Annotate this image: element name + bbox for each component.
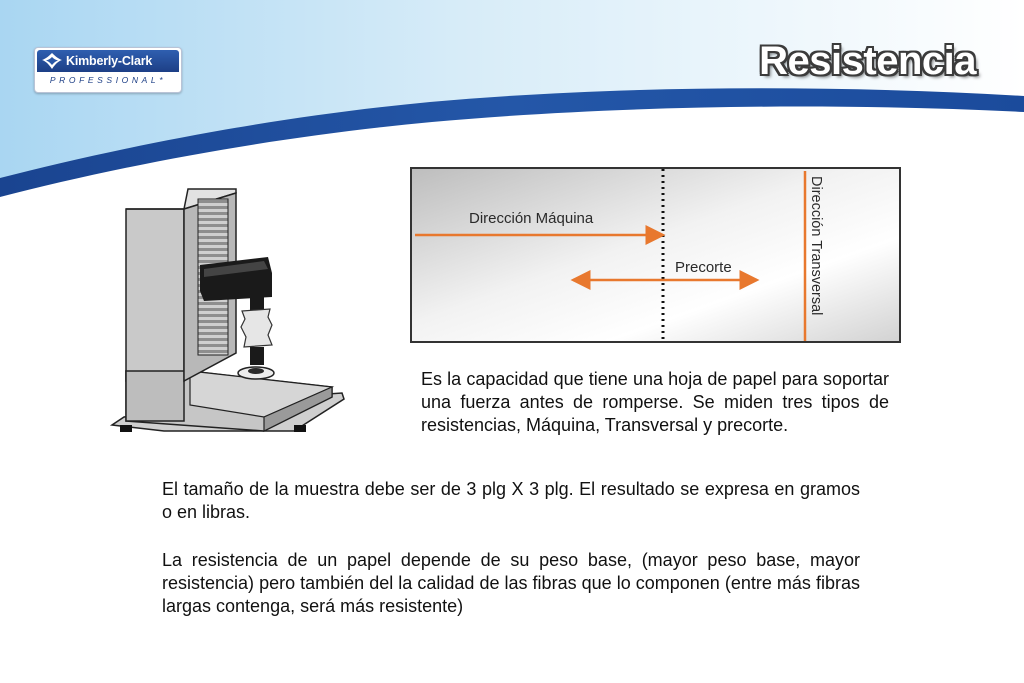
tensile-tester-machine-icon bbox=[104, 185, 364, 447]
precut-label: Precorte bbox=[675, 259, 732, 276]
logo-subtitle: PROFESSIONAL* bbox=[49, 75, 167, 85]
kimberly-clark-logo-icon bbox=[41, 51, 63, 71]
sample-size-paragraph: El tamaño de la muestra debe ser de 3 plg X 3 plg. El resultado se expresa en gramos o en libras. bbox=[162, 479, 860, 522]
logo-name: Kimberly-Clark bbox=[66, 54, 153, 68]
definition-paragraph: Es la capacidad que tiene una hoja de papel para soportar una fuerza antes de romperse. Se miden tres tipos de resistencias, Máquina, Transversal y precorte. bbox=[421, 369, 889, 435]
machine-direction-label: Dirección Máquina bbox=[469, 210, 594, 227]
basis-weight-paragraph: La resistencia de un papel depende de su peso base, (mayor peso base, mayor resistencia) pero también del la calidad de las fibras que lo componen (entre más fibras largas contenga, será más resistente) bbox=[162, 550, 860, 616]
transverse-direction-label: Dirección Transversal bbox=[808, 176, 824, 316]
page-title: Resistencia bbox=[759, 39, 976, 83]
paper-direction-diagram bbox=[409, 165, 903, 347]
logo-banner bbox=[37, 50, 179, 72]
kimberly-clark-logo bbox=[34, 47, 182, 93]
paper-sheet bbox=[411, 168, 900, 342]
